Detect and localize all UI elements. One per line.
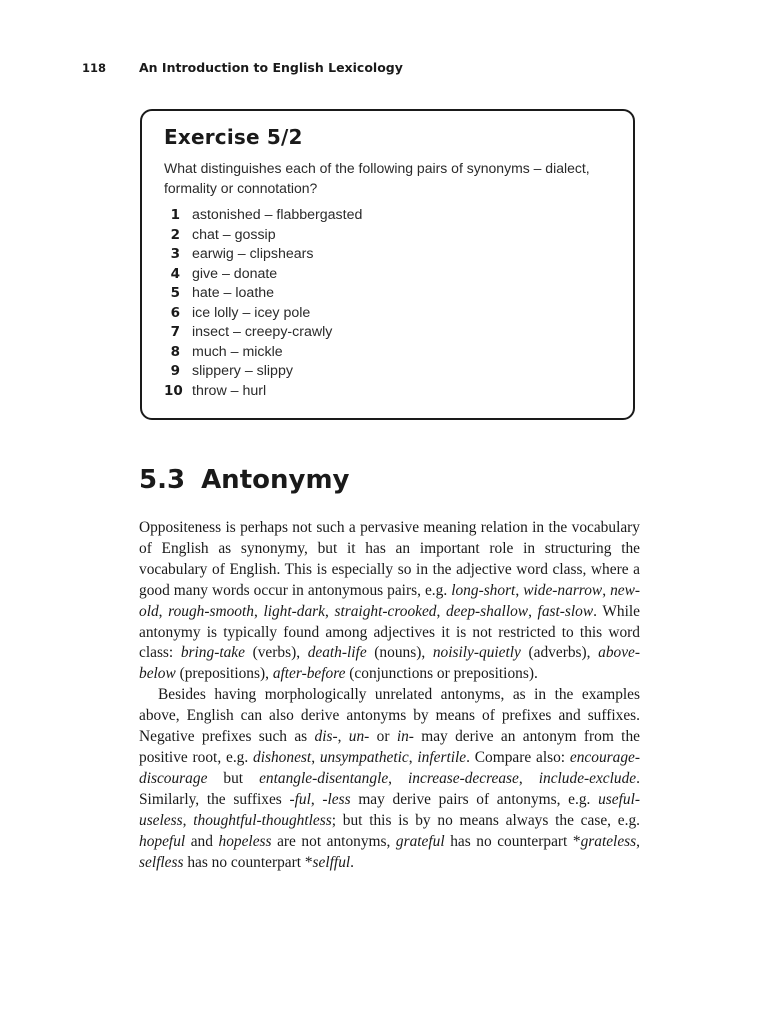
section-heading (139, 465, 349, 495)
text-run: , (408, 748, 418, 766)
text-run: has no counterpart * (444, 832, 581, 850)
exercise-item-text: give – donate (192, 265, 278, 282)
text-run: . (350, 853, 355, 871)
text-run: , (515, 581, 524, 599)
text-run: Besides having morphologically unrelated antonyms, as in the examples above, English can also derive antonyms by means of prefixes and suffixes. Negative prefixes such as (139, 686, 640, 746)
italic-term: selfless (139, 853, 184, 871)
paragraph-1 (139, 518, 640, 685)
italic-term: -less (322, 790, 351, 808)
text-run: , (636, 832, 640, 850)
italic-term: increase-decrease (408, 769, 519, 787)
exercise-item-number: 5 (170, 285, 180, 301)
text-run: ; but this is by no means always the case, e.g. (331, 811, 640, 829)
italic-term: grateful (395, 832, 445, 850)
text-run: . Similarly, the suffixes (139, 769, 640, 808)
exercise-item (164, 265, 611, 285)
text-run: , (436, 602, 446, 620)
text-run: . While antonymy is typically found among adjectives it is not restricted to this word class: (139, 602, 640, 662)
exercise-item-number: 6 (170, 304, 180, 321)
exercise-item (164, 206, 611, 226)
exercise-item-text: slippery – slippy (192, 363, 293, 379)
italic-term: wide-narrow (523, 581, 603, 599)
exercise-item-text: earwig – clipshears (192, 246, 314, 262)
italic-term: deep-shallow (445, 602, 529, 620)
section-number: 5.3 (139, 465, 186, 495)
section-title: Antonymy (201, 465, 350, 495)
exercise-item-text: throw – hurl (192, 382, 267, 399)
exercise-item-text: hate – loathe (192, 285, 275, 301)
exercise-item (164, 304, 611, 324)
exercise-item-number: 1 (170, 207, 180, 223)
exercise-item-number: 8 (170, 343, 180, 360)
page-number: 118 (82, 61, 107, 75)
italic-term: selfful (312, 853, 351, 871)
exercise-item-text: ice lolly – icey pole (192, 304, 311, 321)
italic-term: infertile (417, 748, 467, 766)
text-run: , (182, 811, 194, 829)
exercise-item (164, 362, 611, 382)
text-run: , (602, 581, 611, 599)
italic-term: above-below (139, 644, 640, 683)
italic-term: light-dark (263, 602, 325, 620)
exercise-item (164, 245, 611, 265)
italic-term: useful-useless (139, 790, 640, 829)
exercise-item-number: 4 (170, 265, 180, 282)
text-run: , (311, 748, 320, 766)
body-text (139, 518, 640, 873)
exercise-box (140, 109, 635, 420)
exercise-title: Exercise 5/2 (164, 125, 303, 149)
text-run: may derive pairs of antonyms, e.g. (350, 790, 599, 808)
text-run: (nouns), (366, 644, 433, 662)
italic-term: new-old (139, 581, 640, 620)
italic-term: hopeful (139, 832, 186, 850)
italic-term: un- (348, 728, 370, 746)
italic-term: dis- (314, 728, 338, 746)
exercise-item-number: 9 (170, 363, 180, 379)
text-run: (adverbs), (520, 644, 599, 662)
italic-term: noisily-quietly (432, 644, 521, 662)
text-run: or (369, 728, 397, 746)
italic-term: bring-take (180, 644, 245, 662)
text-run: , (518, 769, 539, 787)
text-run: has no counterpart * (183, 853, 313, 871)
text-run: , (310, 790, 323, 808)
paragraph-2 (139, 685, 640, 873)
italic-term: in- (396, 728, 414, 746)
italic-term: encourage-discourage (139, 748, 640, 787)
italic-term: fast-slow (537, 602, 594, 620)
exercise-list (164, 206, 611, 401)
text-run: (conjunctions or prepositions). (345, 665, 538, 683)
text-run: , (528, 602, 538, 620)
italic-term: unsympathetic (319, 748, 409, 766)
exercise-item (164, 343, 611, 363)
text-run: . Compare also: (466, 748, 570, 766)
text-run: , (253, 602, 264, 620)
text-run: and (185, 832, 219, 850)
italic-term: grateless (580, 832, 637, 850)
book-title: An Introduction to English Lexicology (139, 60, 403, 75)
exercise-item-text: much – mickle (192, 343, 283, 360)
italic-term: entangle-disentangle (259, 769, 389, 787)
text-run: , (158, 602, 169, 620)
exercise-item (164, 323, 611, 343)
text-run: are not antonyms, (271, 832, 396, 850)
exercise-item (164, 284, 611, 304)
text-run: , (388, 769, 409, 787)
text-run: may derive an antonym from the positive root, e.g. (139, 728, 640, 766)
italic-term: long-short (451, 581, 516, 599)
text-run: , (337, 728, 349, 746)
italic-term: dishonest (253, 748, 312, 766)
italic-term: include-exclude (538, 769, 637, 787)
exercise-question: What distinguishes each of the following pairs of synonyms – dialect, formality or connotation? (164, 160, 590, 196)
text-run: (prepositions), (175, 665, 273, 683)
italic-term: thoughtful-thoughtless (193, 811, 332, 829)
running-head (82, 60, 403, 75)
italic-term: death-life (307, 644, 367, 662)
text-run: Oppositeness is perhaps not such a pervasive meaning relation in the vocabulary of English as synonymy, but it has an important role in structuring the vocabulary of English. This is especially so in the adjective word class, where a good many words occur in antonymous pairs, e.g. (139, 519, 640, 599)
exercise-item-text: insect – creepy-crawly (192, 324, 333, 340)
italic-term: after-before (272, 665, 346, 683)
text-run: , (325, 602, 335, 620)
exercise-item-number: 10 (164, 382, 183, 399)
exercise-item (164, 226, 611, 246)
exercise-item-text: astonished – flabbergasted (192, 207, 363, 223)
italic-term: hopeless (218, 832, 272, 850)
italic-term: rough-smooth (168, 602, 254, 620)
exercise-item-number: 7 (170, 324, 180, 340)
italic-term: straight-crooked (334, 602, 437, 620)
italic-term: -ful (289, 790, 311, 808)
exercise-item-text: chat – gossip (192, 226, 276, 243)
text-run: (verbs), (244, 644, 308, 662)
exercise-item (164, 382, 611, 402)
text-run: but (207, 769, 260, 787)
exercise-item-number: 3 (170, 246, 180, 262)
exercise-item-number: 2 (170, 226, 180, 243)
